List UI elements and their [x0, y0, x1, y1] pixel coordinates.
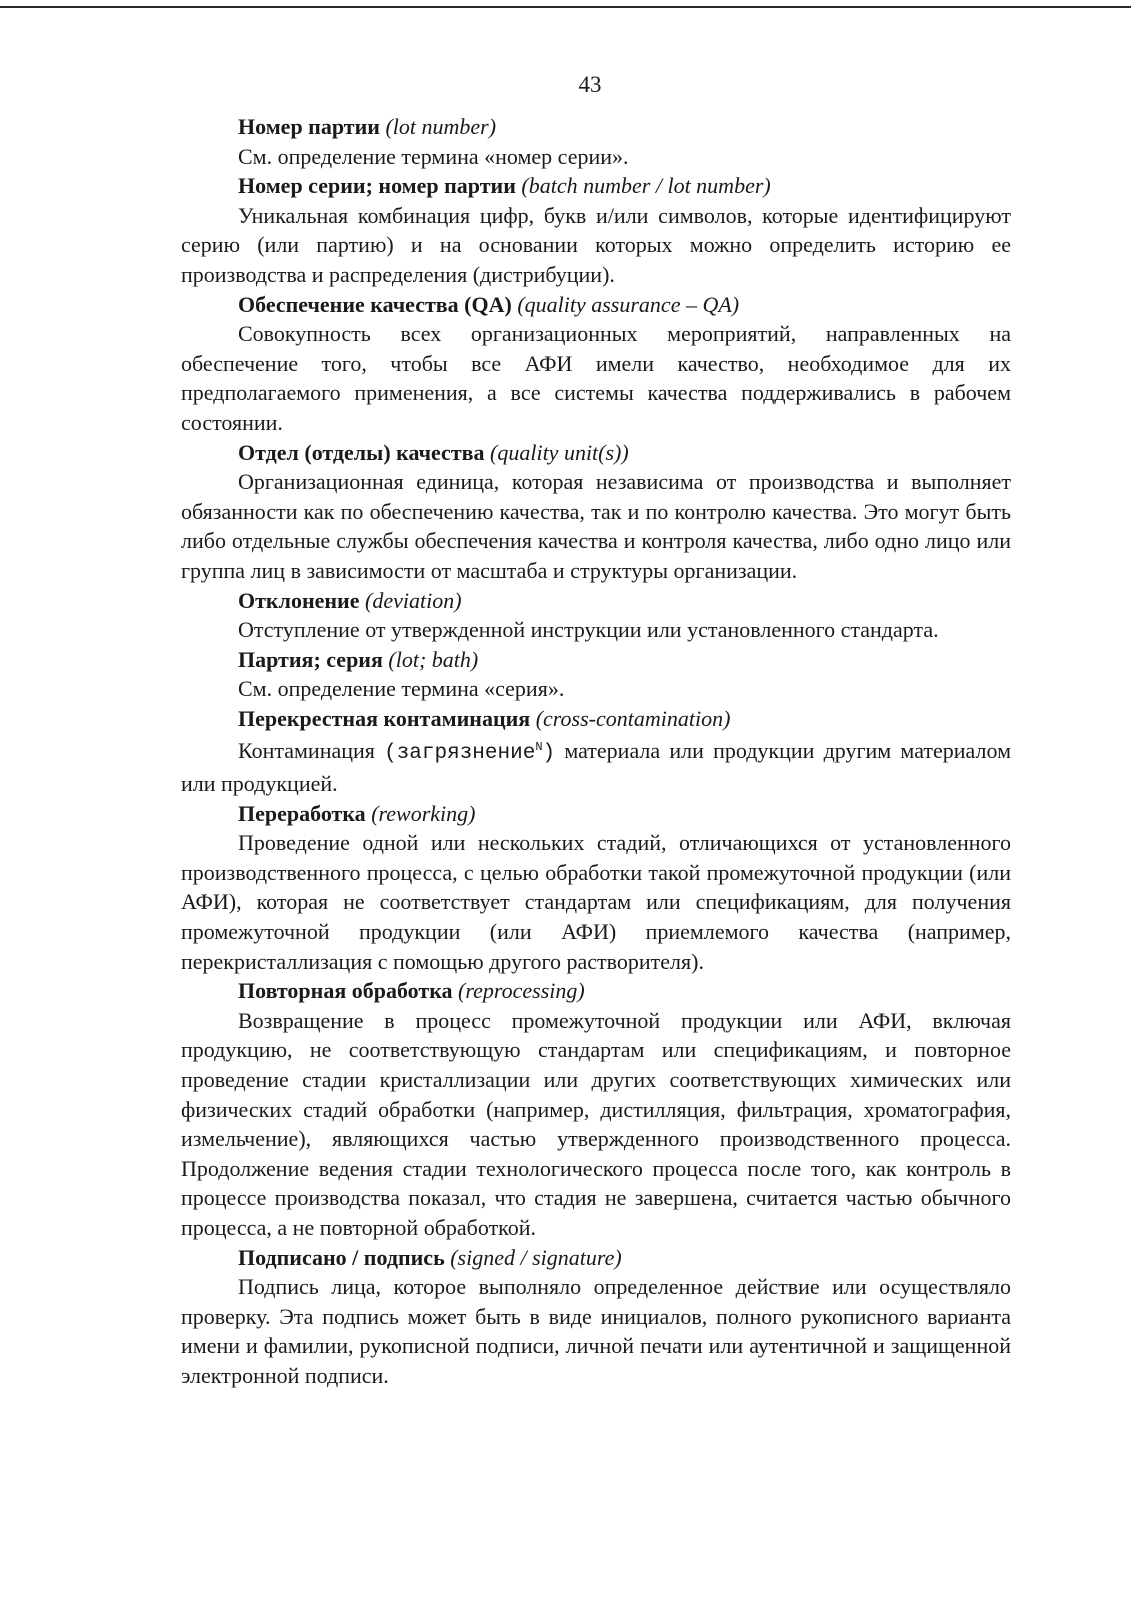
definition-text-start: Контаминация	[238, 738, 385, 764]
glossary-entry-quality-assurance	[181, 290, 1011, 438]
definition-mono-text	[384, 742, 555, 765]
document-body	[181, 112, 1011, 1391]
glossary-entry-reworking	[181, 799, 1011, 977]
term-english: (cross-contamination)	[535, 705, 731, 731]
glossary-entry-lot-number	[181, 112, 1011, 171]
term-english: (quality unit(s))	[490, 439, 629, 465]
term-russian: Подписано / подпись	[238, 1244, 445, 1270]
glossary-entry-batch-number	[181, 171, 1011, 289]
page-number: 43	[578, 72, 602, 97]
glossary-entry-deviation	[181, 586, 1011, 645]
term-english: (signed / signature)	[450, 1244, 622, 1270]
term-heading	[181, 976, 1011, 1006]
term-russian: Отдел (отделы) качества	[238, 439, 485, 465]
term-heading	[181, 799, 1011, 829]
term-russian: Обеспечение качества (QA)	[238, 291, 512, 317]
term-russian: Перекрестная контаминация	[238, 705, 531, 731]
term-definition: Возвращение в процесс промежуточной продукции или АФИ, включая продукцию, не соответствующую стандартам или спецификациям, и повторное проведение стадии кристаллизации или других соответствующих химических или физических стадий обработки (например, дистилляция, фильтрация, хроматография, измельчение), являющихся частью утвержденного производственного процесса. Продолжение ведения стадии технологического процесса после того, как контроль в процессе производства показал, что стадия не завершена, считается частью обычного процесса, а не повторной обработкой.	[181, 1007, 1011, 1240]
term-heading	[181, 645, 1011, 675]
term-russian: Отклонение	[238, 587, 360, 613]
term-definition: Проведение одной или нескольких стадий, отличающихся от установленного производственного процесса, с целью обработки такой промежуточной продукции (или АФИ), которая не соответствует стандартам или спецификациям, для получения промежуточной продукции (или АФИ) приемлемого качества (например, перекристаллизация с помощью другого растворителя).	[181, 830, 1011, 974]
term-definition: Организационная единица, которая независима от производства и выполняет обязанности как по обеспечению качества, так и по контролю качества. Это могут быть либо отдельные службы обеспечения качества и контроля качества, либо одно лицо или группа лиц в зависимости от масштаба и структуры организации.	[181, 469, 1011, 583]
term-heading	[181, 290, 1011, 320]
term-definition: См. определение термина «серия».	[238, 676, 565, 702]
term-definition: Подпись лица, которое выполняло определенное действие или осуществляло проверку. Эта подпись может быть в виде инициалов, полного рукописного варианта имени и фамилии, рукописной подписи, личной печати или аутентичной и защищенной электронной подписи.	[181, 1274, 1011, 1388]
term-english: (lot; bath)	[388, 646, 479, 672]
term-heading	[181, 586, 1011, 616]
term-russian: Партия; серия	[238, 646, 383, 672]
term-russian: Переработка	[238, 800, 366, 826]
term-definition: Совокупность всех организационных мероприятий, направленных на обеспечение того, чтобы все АФИ имели качество, необходимое для их предполагаемого применения, а все системы качества поддерживались в рабочем состоянии.	[181, 321, 1011, 435]
term-definition	[181, 733, 1011, 798]
term-english: (reprocessing)	[458, 978, 585, 1004]
term-english: (reworking)	[371, 800, 476, 826]
term-english: (deviation)	[365, 587, 462, 613]
term-definition: Отступление от утвержденной инструкции или установленного стандарта.	[238, 617, 939, 643]
term-russian: Номер серии; номер партии	[238, 173, 516, 199]
term-heading	[181, 1243, 1011, 1273]
glossary-entry-lot-batch	[181, 645, 1011, 704]
footnote-marker: N	[535, 740, 543, 755]
term-english: (batch number / lot number)	[521, 173, 771, 199]
mono-word: (загрязнение	[384, 742, 536, 766]
term-russian: Номер партии	[238, 114, 380, 139]
term-definition: Уникальная комбинация цифр, букв и/или символов, которые идентифицируют серию (или партию) и на основании которых можно определить историю ее производства и распределения (дистрибуции).	[181, 202, 1011, 287]
glossary-entry-quality-unit	[181, 438, 1011, 586]
glossary-entry-reprocessing	[181, 976, 1011, 1242]
term-english: (lot number)	[385, 114, 497, 139]
term-heading	[181, 438, 1011, 468]
glossary-entry-cross-contamination	[181, 704, 1011, 799]
term-heading	[181, 704, 1011, 734]
term-russian: Повторная обработка	[238, 978, 453, 1004]
term-english: (quality assurance – QA)	[517, 291, 740, 317]
mono-close: )	[542, 742, 556, 766]
term-heading	[181, 171, 1011, 201]
glossary-entry-signature	[181, 1243, 1011, 1391]
term-definition: См. определение термина «номер серии».	[238, 143, 629, 169]
term-heading	[181, 112, 1011, 142]
top-border-line	[0, 6, 1131, 8]
definition-text-end: материала или продукции другим материалом или продукцией.	[181, 738, 1011, 797]
